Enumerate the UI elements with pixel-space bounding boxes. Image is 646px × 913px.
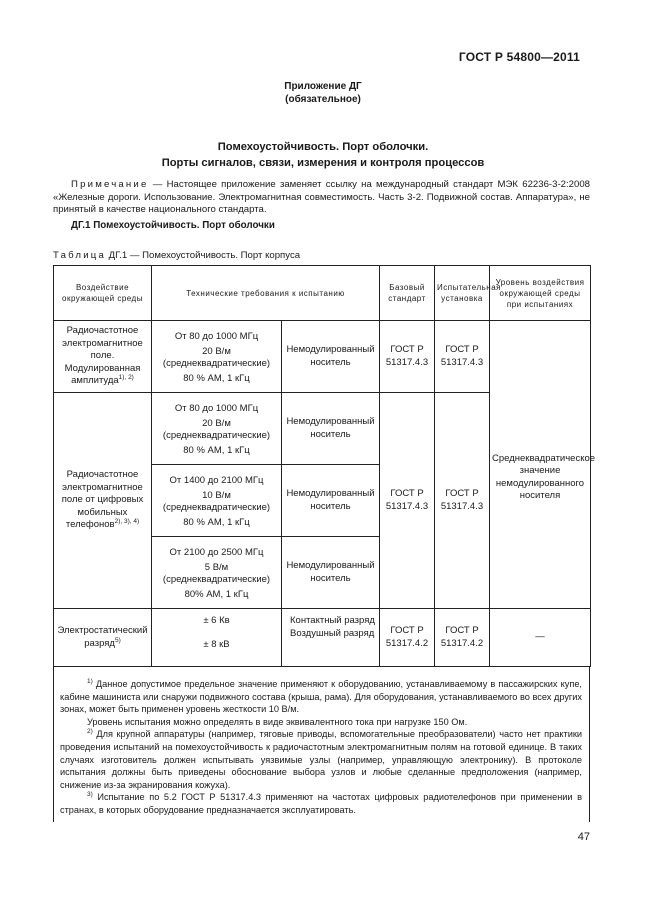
note-text: — Настоящее приложение заменяет ссылку на международный стандарт МЭК 62236-3-2:2008 «Железные дороги. Использование. Электромагнитная совместимость. Часть 3-2. Подвижной состав. Аппаратура», не принятый в качестве национального стандарта. [53, 179, 590, 215]
table-header-row [54, 266, 591, 321]
row2-base-standard: ГОСТ Р 51317.4.3 [380, 393, 435, 609]
row1-requirements: От 80 до 1000 МГц 20 В/м (среднеквадратические) 80 % АМ, 1 кГц [152, 321, 282, 393]
row3-base-standard: ГОСТ Р 51317.4.2 [380, 609, 435, 667]
header-level: Уровень воздействия окружающей среды при испытаниях [490, 266, 591, 321]
row1-test-setup: ГОСТ Р 51317.4.3 [435, 321, 490, 393]
footnote-1: $^{1)}$ Данное допустимое предельное значение применяют к оборудованию, устанавливаемому в пассажирских купе, кабине машиниста или снаружи подвижного состава (крыша, рама). Для оборудования, устанавливаемого во всех других зонах, может быть применен уровень жесткости 10 В/м. [60, 677, 582, 715]
document-header: ГОСТ Р 54800—2011 [458, 50, 580, 64]
note-label: Примечание [71, 179, 149, 190]
row2a-requirements: От 80 до 1000 МГц 20 В/м (среднеквадратические) 80 % АМ, 1 кГц [152, 393, 282, 465]
appendix-main-title [0, 139, 646, 171]
header-requirements: Технические требования к испытанию [152, 266, 380, 321]
row3-environment: Электростатический разряд$^{5)}$ [54, 609, 152, 667]
row3-test-setup: ГОСТ Р 51317.4.2 [435, 609, 490, 667]
table-row-am-field [54, 321, 591, 393]
row2-test-setup: ГОСТ Р 51317.4.3 [435, 393, 490, 609]
table-caption [53, 250, 300, 261]
title-line-1: Помехоустойчивость. Порт оболочки. [217, 141, 429, 153]
appendix-status: (обязательное) [285, 94, 361, 105]
row3-level: — [490, 609, 591, 667]
header-environment: Воздействие окружающей среды [54, 266, 152, 321]
rf-level-cell: Среднеквадратическое значение немодулированного носителя [490, 321, 591, 609]
title-line-2: Порты сигналов, связи, измерения и контроля процессов [161, 157, 485, 169]
row1-carrier: Немодулированный носитель [282, 321, 380, 393]
footnote-2: $^{2)}$ Для крупной аппаратуры (например, тяговые приводы, вспомогательные преобразователи) часто нет практики проведения испытаний на помехоустойчивость к радиочастотным электромагнитным полям на готовой единице. В таких случаях изготовитель должен испытывать уязвимые узлы (например, управляющую электронику). В протоколе испытания должны быть приведены обоснование выбора узлов и любые сделанные предположения (например, снижение из-за экранирования кожуха). [60, 728, 582, 790]
page-number: 47 [577, 831, 590, 843]
footnote-3: $^{3)}$ Испытание по 5.2 ГОСТ Р 51317.4.3 применяют на частотах цифровых радиотелефонов при применении в странах, в которых оборудование предназначается эксплуатировать. [60, 791, 582, 815]
row1-environment: Радиочастотное электромагнитное поле. Модулированная амплитуда$^{1), 2)}$ [54, 321, 152, 393]
immunity-table [53, 265, 596, 667]
row2b-carrier: Немодулированный носитель [282, 465, 380, 537]
row2a-carrier: Немодулированный носитель [282, 393, 380, 465]
row2-environment: Радиочастотное электромагнитное поле от цифровых мобильных телефонов$^{2), 3), 4)}$ [54, 393, 152, 609]
row3-voltages: ± 6 Кв ± 8 кВ [152, 609, 282, 667]
header-test-setup: Испытательная установка [435, 266, 490, 321]
row2c-requirements: От 2100 до 2500 МГц 5 В/м (среднеквадратические) 80% АМ, 1 кГц [152, 537, 282, 609]
footnotes-block [60, 678, 582, 817]
header-base-standard: Базовый стандарт [380, 266, 435, 321]
table-caption-label: Таблица [53, 250, 107, 261]
row2c-carrier: Немодулированный носитель [282, 537, 380, 609]
appendix-heading [0, 80, 646, 106]
note-paragraph [53, 179, 590, 217]
table-row-esd [54, 609, 591, 667]
row1-base-standard: ГОСТ Р 51317.4.3 [380, 321, 435, 393]
footnote-1-extra: Уровень испытания можно определять в виде эквивалентного тока при нагрузке 150 Ом. [87, 716, 468, 727]
section-title: ДГ.1 Помехоустойчивость. Порт оболочки [71, 220, 275, 231]
row2b-requirements: От 1400 до 2100 МГц 10 В/м (среднеквадратические) 80 % АМ, 1 кГц [152, 465, 282, 537]
row3-discharge-type: Контактный разряд Воздушный разряд [282, 609, 380, 667]
table-caption-text: ДГ.1 — Помехоустойчивость. Порт корпуса [106, 250, 301, 261]
appendix-title: Приложение ДГ [284, 81, 362, 92]
